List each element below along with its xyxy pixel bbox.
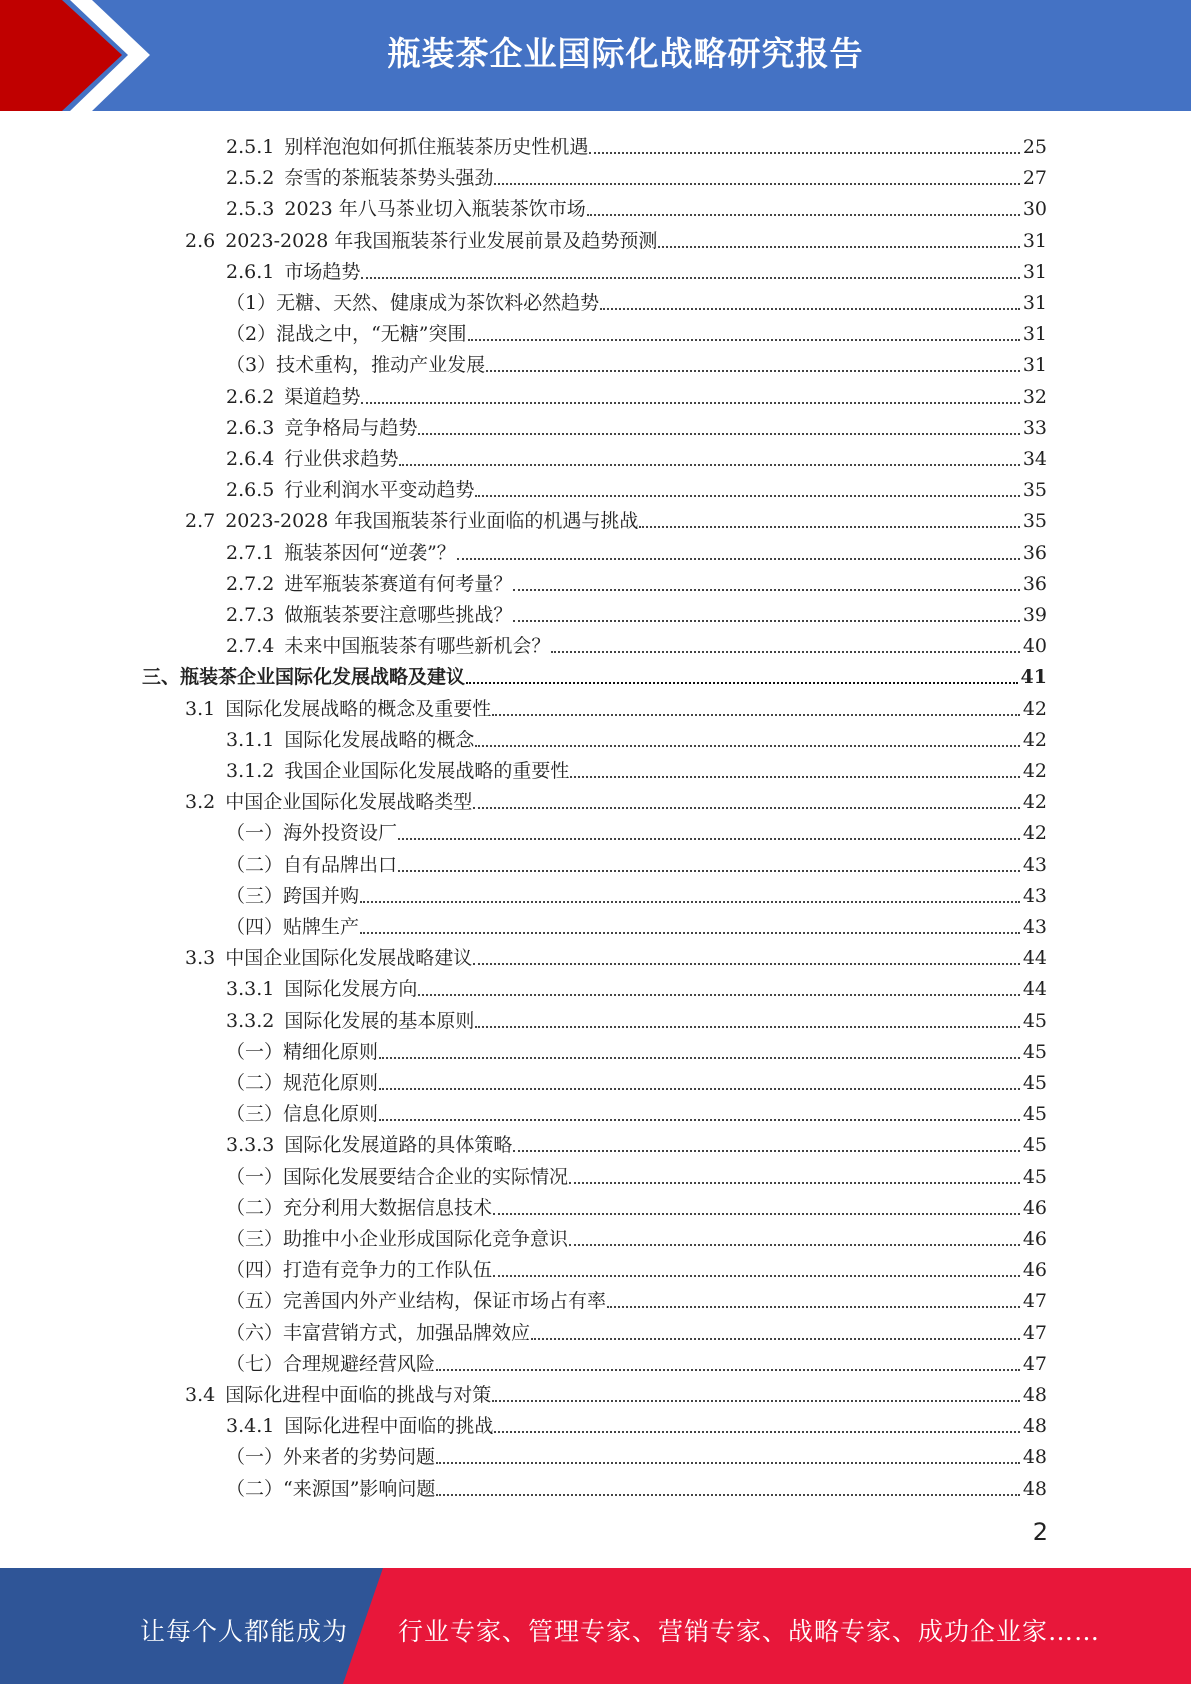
toc-entry-page: 47 xyxy=(1022,1321,1047,1344)
toc-entry-number: 3.4.1 xyxy=(226,1415,275,1438)
toc-entry-page: 32 xyxy=(1022,385,1047,408)
header-banner xyxy=(0,0,1191,111)
footer-slogan: 让每个人都能成为 xyxy=(140,1617,349,1646)
toc-entry-title: 2023-2028 年我国瓶装茶行业面临的机遇与挑战 xyxy=(225,510,639,533)
toc-entry[interactable] xyxy=(226,189,1047,220)
toc-entry-number: 2.6.4 xyxy=(226,448,275,470)
footer-banner xyxy=(0,1568,1191,1684)
toc-entry-number: 2.5.3 xyxy=(226,198,275,221)
toc-dot-leader xyxy=(436,1461,1020,1464)
toc-entry[interactable] xyxy=(226,1219,1047,1250)
toc-entry-number: 2.7 xyxy=(185,510,216,533)
toc-entry-title: 国际化进程中面临的挑战 xyxy=(284,1415,494,1438)
toc-entry-number: 3.1.2 xyxy=(226,760,275,782)
toc-entry-page: 31 xyxy=(1022,292,1047,314)
toc-dot-leader xyxy=(639,525,1019,528)
toc-entry[interactable] xyxy=(226,1469,1047,1500)
toc-entry-title: （一）海外投资设厂 xyxy=(226,822,398,845)
toc-entry[interactable] xyxy=(226,813,1047,844)
toc-dot-leader xyxy=(570,775,1019,778)
toc-dot-leader xyxy=(513,588,1019,591)
toc-entry-title: 国际化发展的基本原则 xyxy=(284,1009,475,1032)
toc-entry-number: 2.6.1 xyxy=(226,260,275,283)
toc-entry-number: 3.2 xyxy=(185,791,216,814)
toc-entry-number: 2.7.2 xyxy=(226,572,275,595)
toc-entry[interactable] xyxy=(226,439,1047,470)
page-number: 2 xyxy=(1032,1518,1048,1546)
toc-dot-leader xyxy=(399,463,1019,466)
toc-dot-leader xyxy=(473,962,1020,965)
toc-dot-leader xyxy=(466,681,1018,684)
toc-entry-number: 3.3 xyxy=(185,947,216,970)
toc-entry[interactable] xyxy=(226,969,1047,1000)
toc-entry-title: （五）完善国内外产业结构，保证市场占有率 xyxy=(226,1290,607,1313)
toc-entry[interactable] xyxy=(185,689,1047,720)
toc-entry[interactable] xyxy=(185,938,1047,969)
toc-dot-leader xyxy=(492,1399,1020,1402)
toc-entry-page: 27 xyxy=(1022,167,1047,190)
toc-entry-page: 48 xyxy=(1022,1477,1047,1500)
toc-dot-leader xyxy=(475,1025,1019,1028)
toc-entry-page: 40 xyxy=(1022,635,1047,658)
toc-dot-leader xyxy=(379,1087,1020,1090)
toc-entry-title: （二）规范化原则 xyxy=(226,1072,379,1094)
toc-entry-title: 国际化发展方向 xyxy=(284,978,418,1001)
toc-entry-number: 3.4 xyxy=(185,1384,216,1406)
toc-entry[interactable] xyxy=(226,127,1047,158)
toc-entry-page: 42 xyxy=(1022,697,1047,720)
toc-entry[interactable] xyxy=(226,1281,1047,1312)
toc-entry-page: 45 xyxy=(1022,1072,1047,1094)
toc-entry[interactable] xyxy=(185,1375,1047,1406)
toc-entry-page: 44 xyxy=(1022,947,1047,970)
toc-entry-number: 3.3.2 xyxy=(226,1009,275,1032)
toc-entry[interactable] xyxy=(226,1406,1047,1437)
toc-entry-title: （3）技术重构，推动产业发展 xyxy=(226,354,486,377)
toc-entry-title: （三）助推中小企业形成国际化竞争意识 xyxy=(226,1228,569,1250)
toc-entry[interactable] xyxy=(226,1001,1047,1032)
toc-dot-leader xyxy=(531,1337,1020,1340)
toc-entry-page: 48 xyxy=(1022,1415,1047,1438)
toc-entry[interactable] xyxy=(226,345,1047,376)
toc-entry-number: 3.1.1 xyxy=(226,728,275,751)
toc-dot-leader xyxy=(492,713,1020,716)
toc-dot-leader xyxy=(379,1118,1020,1121)
toc-entry-title: 2023 年八马茶业切入瓶装茶饮市场 xyxy=(284,198,586,221)
toc-entry[interactable] xyxy=(226,283,1047,314)
toc-entry-title: （六）丰富营销方式，加强品牌效应 xyxy=(226,1321,531,1344)
toc-entry[interactable] xyxy=(226,1125,1047,1156)
toc-dot-leader xyxy=(473,806,1020,809)
toc-dot-leader xyxy=(475,744,1019,747)
toc-entry-page: 42 xyxy=(1022,791,1047,814)
toc-entry-title: （一）外来者的劣势问题 xyxy=(226,1446,436,1469)
toc-dot-leader xyxy=(493,1212,1020,1215)
toc-entry-title: 瓶装茶因何“逆袭”？ xyxy=(284,541,456,564)
toc-dot-leader xyxy=(360,931,1020,934)
toc-dot-leader xyxy=(436,1368,1020,1371)
toc-dot-leader xyxy=(379,1056,1020,1059)
toc-entry-page: 46 xyxy=(1022,1259,1047,1282)
report-title: 瓶装茶企业国际化战略研究报告 xyxy=(387,34,864,73)
toc-entry-page: 31 xyxy=(1022,260,1047,283)
toc-entry-title: （2）混战之中，“无糖”突围 xyxy=(226,323,467,346)
toc-entry-title: （四）打造有竞争力的工作队伍 xyxy=(226,1259,493,1282)
toc-entry-title: 未来中国瓶装茶有哪些新机会？ xyxy=(284,635,551,658)
toc-entry-title: 别样泡泡如何抓住瓶装茶历史性机遇 xyxy=(284,136,589,158)
toc-entry-page: 48 xyxy=(1022,1384,1047,1406)
toc-dot-leader xyxy=(494,182,1019,185)
toc-dot-leader xyxy=(551,650,1019,653)
toc-entry-number: 3.3.3 xyxy=(226,1134,275,1157)
toc-entry-title: 国际化进程中面临的挑战与对策 xyxy=(225,1384,492,1406)
toc-dot-leader xyxy=(418,993,1019,996)
toc-dot-leader xyxy=(361,276,1019,279)
toc-dot-leader xyxy=(607,1305,1020,1308)
toc-entry[interactable] xyxy=(226,720,1047,751)
toc-entry[interactable] xyxy=(226,1094,1047,1125)
toc-entry[interactable] xyxy=(226,408,1047,439)
toc-entry-title: 2023-2028 年我国瓶装茶行业发展前景及趋势预测 xyxy=(225,229,658,252)
toc-entry[interactable] xyxy=(226,377,1047,408)
toc-entry-page: 43 xyxy=(1022,853,1047,876)
toc-entry-page: 45 xyxy=(1022,1165,1047,1188)
toc-entry-page: 47 xyxy=(1022,1290,1047,1313)
toc-entry[interactable] xyxy=(226,595,1047,626)
toc-entry[interactable] xyxy=(226,751,1047,782)
toc-entry[interactable] xyxy=(226,876,1047,907)
toc-dot-leader xyxy=(436,1493,1019,1496)
toc-dot-leader xyxy=(486,369,1020,372)
toc-entry[interactable] xyxy=(226,533,1047,564)
toc-entry[interactable] xyxy=(226,314,1047,345)
toc-entry-title: 国际化发展战略的概念 xyxy=(284,728,475,751)
toc-entry-title: 奈雪的茶瓶装茶势头强劲 xyxy=(284,167,494,190)
toc-entry-title: 行业供求趋势 xyxy=(284,448,399,470)
toc-entry-page: 42 xyxy=(1022,728,1047,751)
toc-entry[interactable] xyxy=(226,1313,1047,1344)
toc-entry-title: （二）“来源国”影响问题 xyxy=(226,1477,436,1500)
toc-entry[interactable] xyxy=(226,158,1047,189)
toc-entry-page: 33 xyxy=(1022,416,1047,439)
toc-dot-leader xyxy=(468,338,1020,341)
toc-entry-title: （二）自有品牌出口 xyxy=(226,853,398,876)
toc-entry[interactable] xyxy=(226,564,1047,595)
toc-entry-title: 竞争格局与趋势 xyxy=(284,416,418,439)
toc-entry-number: 2.7.4 xyxy=(226,635,275,658)
toc-entry-page: 39 xyxy=(1022,604,1047,626)
toc-entry[interactable] xyxy=(185,501,1047,532)
toc-entry-page: 34 xyxy=(1022,448,1047,470)
toc-entry-page: 48 xyxy=(1022,1446,1047,1469)
toc-entry-title: 进军瓶装茶赛道有何考量？ xyxy=(284,572,513,595)
toc-entry-number: 2.6.2 xyxy=(226,385,275,408)
toc-entry[interactable] xyxy=(226,1063,1047,1094)
toc-dot-leader xyxy=(569,1243,1020,1246)
toc-entry-title: 国际化发展道路的具体策略 xyxy=(284,1134,513,1157)
toc-entry-title: （1）无糖、天然、健康成为茶饮料必然趋势 xyxy=(226,292,600,314)
toc-entry-page: 46 xyxy=(1022,1196,1047,1219)
toc-entry-title: 市场趋势 xyxy=(284,260,361,283)
toc-entry-title: 做瓶装茶要注意哪些挑战？ xyxy=(284,604,513,626)
toc-entry-title: （三）信息化原则 xyxy=(226,1103,379,1126)
toc-entry-page: 31 xyxy=(1022,323,1047,346)
toc-entry-page: 45 xyxy=(1022,1040,1047,1063)
toc-entry-title: 三、瓶装茶企业国际化发展战略及建议 xyxy=(142,666,466,689)
toc-entry-page: 43 xyxy=(1022,916,1047,938)
toc-entry[interactable] xyxy=(226,845,1047,876)
toc-dot-leader xyxy=(361,401,1019,404)
toc-entry[interactable] xyxy=(185,782,1047,813)
toc-entry[interactable] xyxy=(226,1250,1047,1281)
toc-entry-title: （四）贴牌生产 xyxy=(226,916,360,938)
toc-entry-title: （一）国际化发展要结合企业的实际情况 xyxy=(226,1165,569,1188)
toc-dot-leader xyxy=(457,557,1020,560)
toc-entry-title: （三）跨国并购 xyxy=(226,884,360,907)
toc-entry-number: 2.6.5 xyxy=(226,479,275,502)
toc-entry-page: 35 xyxy=(1022,479,1047,502)
toc-entry-number: 3.3.1 xyxy=(226,978,275,1001)
toc-entry-page: 31 xyxy=(1022,354,1047,377)
toc-dot-leader xyxy=(587,213,1020,216)
toc-entry-number: 2.6.3 xyxy=(226,416,275,439)
toc-entry[interactable] xyxy=(226,907,1047,938)
toc-entry-page: 30 xyxy=(1022,198,1047,221)
toc-dot-leader xyxy=(360,900,1020,903)
toc-entry-page: 47 xyxy=(1022,1352,1047,1375)
toc-entry-title: （一）精细化原则 xyxy=(226,1040,379,1063)
toc-entry-number: 2.7.3 xyxy=(226,604,275,626)
toc-entry-title: 渠道趋势 xyxy=(284,385,361,408)
toc-dot-leader xyxy=(418,432,1019,435)
toc-dot-leader xyxy=(513,619,1019,622)
toc-entry-page: 36 xyxy=(1022,572,1047,595)
toc-entry-page: 43 xyxy=(1022,884,1047,907)
toc-entry-page: 41 xyxy=(1020,666,1047,689)
toc-entry-number: 3.1 xyxy=(185,697,216,720)
toc-dot-leader xyxy=(398,837,1020,840)
toc-entry-page: 42 xyxy=(1022,760,1047,782)
toc-entry-title: 中国企业国际化发展战略类型 xyxy=(225,791,473,814)
toc-entry-title: 行业利润水平变动趋势 xyxy=(284,479,475,502)
toc-entry[interactable] xyxy=(226,1437,1047,1468)
toc-entry-title: 中国企业国际化发展战略建议 xyxy=(225,947,473,970)
toc-dot-leader xyxy=(658,245,1019,248)
toc-dot-leader xyxy=(493,1274,1020,1277)
toc-entry-title: （七）合理规避经营风险 xyxy=(226,1352,436,1375)
toc-entry-title: 国际化发展战略的概念及重要性 xyxy=(225,697,492,720)
toc-dot-leader xyxy=(475,494,1019,497)
toc-entry-page: 45 xyxy=(1022,1134,1047,1157)
toc-entry-page: 42 xyxy=(1022,822,1047,845)
toc-dot-leader xyxy=(398,869,1020,872)
toc-entry-page: 45 xyxy=(1022,1009,1047,1032)
toc-entry-page: 45 xyxy=(1022,1103,1047,1126)
toc-entry-number: 2.7.1 xyxy=(226,541,275,564)
toc-entry[interactable] xyxy=(226,1032,1047,1063)
toc-entry-page: 35 xyxy=(1022,510,1047,533)
toc-entry[interactable] xyxy=(226,1188,1047,1219)
toc-entry-number: 2.6 xyxy=(185,229,216,252)
toc-entry-number: 2.5.2 xyxy=(226,167,275,190)
toc-entry-page: 44 xyxy=(1022,978,1047,1001)
toc-entry[interactable] xyxy=(226,1344,1047,1375)
toc-dot-leader xyxy=(494,1430,1019,1433)
toc-entry[interactable] xyxy=(226,470,1047,501)
toc-entry-page: 36 xyxy=(1022,541,1047,564)
toc-entry-number: 2.5.1 xyxy=(226,136,275,158)
toc-dot-leader xyxy=(513,1149,1019,1152)
toc-entry-page: 31 xyxy=(1022,229,1047,252)
toc-dot-leader xyxy=(569,1181,1020,1184)
toc-dot-leader xyxy=(600,307,1020,310)
toc-entry[interactable] xyxy=(226,252,1047,283)
toc-entry-page: 25 xyxy=(1022,136,1047,158)
toc-entry[interactable] xyxy=(142,657,1047,688)
toc-entry[interactable] xyxy=(226,1157,1047,1188)
toc-entry[interactable] xyxy=(185,221,1047,252)
toc-entry-title: （二）充分利用大数据信息技术 xyxy=(226,1196,493,1219)
toc-entry-page: 46 xyxy=(1022,1228,1047,1250)
toc-entry-title: 我国企业国际化发展战略的重要性 xyxy=(284,760,570,782)
footer-roles: 行业专家、管理专家、营销专家、战略专家、成功企业家…… xyxy=(398,1617,1101,1646)
toc-dot-leader xyxy=(589,151,1019,154)
toc-entry[interactable] xyxy=(226,626,1047,657)
